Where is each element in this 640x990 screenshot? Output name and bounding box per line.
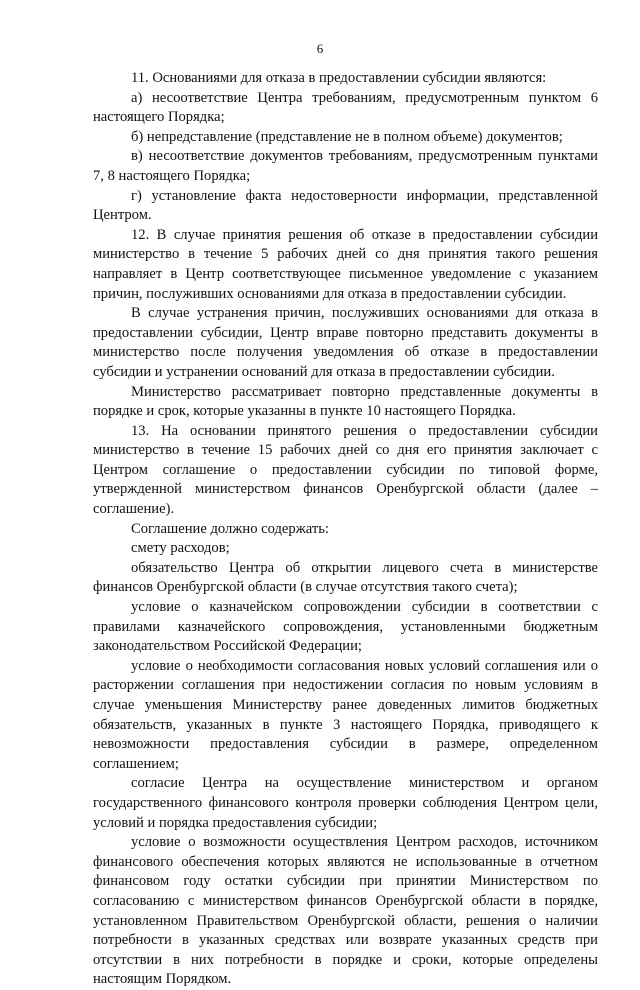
paragraph-13-intro: Соглашение должно содержать: <box>131 520 329 537</box>
paragraph-11: 11. Основаниями для отказа в предоставлении субсидии являются: <box>131 70 547 86</box>
paragraph-11-c: в) несоответствие документов требованиям, предусмотренным пунктами 7, 8 настоящего Порядка; <box>93 148 598 184</box>
page-number: 6 <box>316 41 324 56</box>
paragraph-12-review: Министерство рассматривает повторно представленные документы в порядке и срок, которые указанны в пункте 10 настоящего Порядка. <box>93 383 598 420</box>
document-body <box>93 69 598 990</box>
paragraph-11-b: б) непредставление (представление не в полном объеме) документов; <box>131 128 563 145</box>
paragraph-13-treasury: условие о казначейском сопровождении субсидии в соответствии с правилами казначейского сопровождения, установленными бюджетным законодательством Российской Федерации; <box>93 599 598 655</box>
paragraph-13-agreement-change: условие о необходимости согласования новых условий соглашения или о расторжении соглашения при недостижении согласия по новым условиям в случае уменьшения Министерству ранее доведенных лимитов бюджетных обязательств, указанных в пункте 3 настоящего Порядка, приводящего к невозможности предоставления субсидии в размере, определенном соглашением; <box>93 657 598 772</box>
paragraph-12: 12. В случае принятия решения об отказе в предоставлении субсидии министерство в течение 5 рабочих дней со дня принятия такого решения направляет в Центр соответствующее письменное уведомление с указанием причин, послуживших основаниями для отказа в предоставлении субсидии. <box>93 226 598 302</box>
paragraph-13: 13. На основании принятого решения о предоставлении субсидии министерство в течение 15 рабочих дней со дня его принятия заключает с Центром соглашение о предоставлении субсидии по типовой форме, утвержденной министерством финансов Оренбургской области (далее – соглашение). <box>93 422 598 518</box>
paragraph-13-remaining-funds: условие о возможности осуществления Центром расходов, источником финансового обеспечения которых являются не использованные в отчетном финансовом году остатки субсидии при принятии Министерством по согласованию с министерством финансов Оренбургской области в порядке, установленном Правительством Оренбургской области, решения о наличии потребности в указанных средствах или возврате указанных средств при отсутствии в них потребности в порядке и сроки, которые определены настоящим Порядком. <box>93 834 598 988</box>
paragraph-12-resubmission: В случае устранения причин, послуживших основаниями для отказа в предоставлении субсидии, Центр вправе повторно представить документы в министерство после получения уведомления об отказе в предоставлении субсидии и устранении оснований для отказа в предоставлении субсидии. <box>93 305 598 380</box>
paragraph-11-a: а) несоответствие Центра требованиям, предусмотренным пунктом 6 настоящего Порядка; <box>93 89 598 126</box>
paragraph-13-control-consent: согласие Центра на осуществление министерством и органом государственного финансового контроля проверки соблюдения Центром цели, условий и порядка предоставления субсидии; <box>93 775 598 831</box>
paragraph-13-account: обязательство Центра об открытии лицевого счета в министерстве финансов Оренбургской области (в случае отсутствия такого счета); <box>93 559 598 596</box>
paragraph-11-d: г) установление факта недостоверности информации, представленной Центром. <box>93 187 598 224</box>
paragraph-13-estimate: смету расходов; <box>131 540 230 557</box>
